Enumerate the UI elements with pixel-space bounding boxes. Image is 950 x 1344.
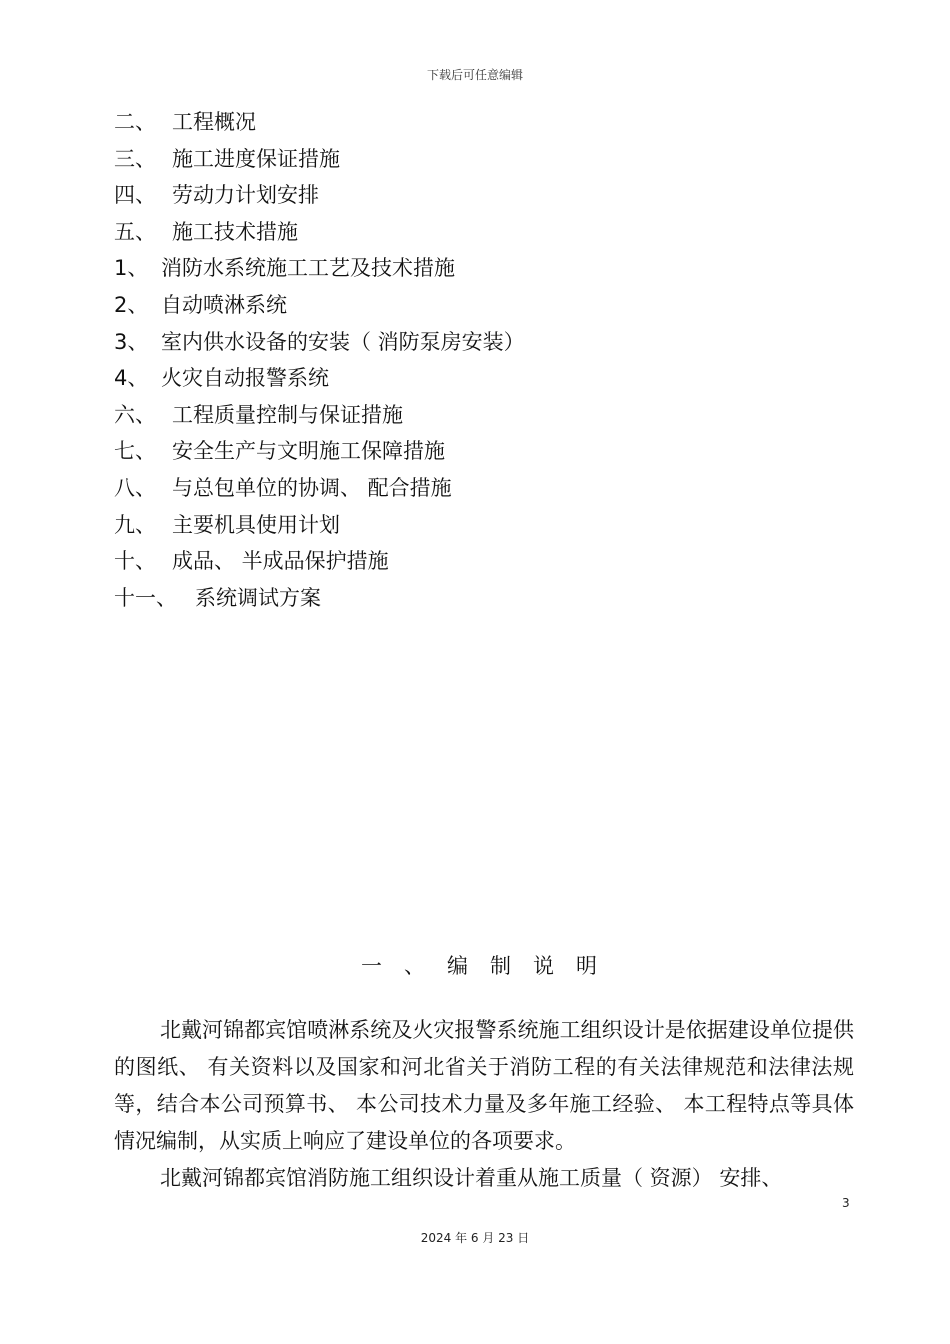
toc-item-label: 系统调试方案 <box>195 585 321 610</box>
toc-item-number: 十、 <box>114 549 156 574</box>
toc-item <box>114 470 525 507</box>
toc-item-label: 施工进度保证措施 <box>172 146 340 171</box>
toc-item-label: 工程概况 <box>172 110 256 134</box>
toc-item-number: 九、 <box>114 512 156 537</box>
toc-item <box>114 250 525 287</box>
section-heading: 一、编制说明 <box>361 954 619 978</box>
toc-item-label: 室内供水设备的安装（ 消防泵房安装） <box>161 329 525 354</box>
footer-date: 2024 年 6 月 23 日 <box>420 1231 530 1245</box>
paragraph: 北戴河锦都宾馆消防施工组织设计着重从施工质量（ 资源） 安排、 <box>160 1166 783 1190</box>
toc-item <box>114 214 525 251</box>
toc-item-label: 与总包单位的协调、 配合措施 <box>172 475 452 500</box>
toc-item-number: 4、 <box>114 366 149 391</box>
toc-item-label: 劳动力计划安排 <box>172 183 319 208</box>
table-of-contents <box>114 104 525 616</box>
toc-item-number: 2、 <box>114 292 149 317</box>
toc-item <box>114 543 525 580</box>
toc-item-number: 十一、 <box>114 585 177 610</box>
toc-item-number: 八、 <box>114 475 156 500</box>
body-text <box>114 1012 854 1197</box>
toc-item-number: 六、 <box>114 402 156 427</box>
toc-item-number: 三、 <box>114 146 156 171</box>
toc-item-label: 安全生产与文明施工保障措施 <box>172 439 445 464</box>
toc-item-number: 五、 <box>114 219 156 244</box>
toc-item-number: 二、 <box>114 110 156 134</box>
toc-item-label: 主要机具使用计划 <box>172 512 340 537</box>
toc-item-label: 成品、 半成品保护措施 <box>172 549 389 574</box>
toc-item <box>114 507 525 544</box>
toc-item-label: 施工技术措施 <box>172 219 298 244</box>
toc-item-number: 七、 <box>114 439 156 464</box>
toc-item <box>114 433 525 470</box>
toc-item-number: 四、 <box>114 183 156 208</box>
page-header: 下载后可任意编辑 <box>426 68 523 82</box>
toc-item-number: 3、 <box>114 329 149 354</box>
toc-item <box>114 287 525 324</box>
toc-item <box>114 104 525 141</box>
toc-item <box>114 360 525 397</box>
toc-item-label: 自动喷淋系统 <box>161 292 287 317</box>
toc-item <box>114 141 525 178</box>
toc-item-number: 1、 <box>114 256 149 281</box>
toc-item-label: 工程质量控制与保证措施 <box>172 402 403 427</box>
toc-item-label: 消防水系统施工工艺及技术措施 <box>161 256 455 281</box>
paragraph: 北戴河锦都宾馆喷淋系统及火灾报警系统施工组织设计是依据建设单位提供的图纸、 有关资料以及国家和河北省关于消防工程的有关法律规范和法律法规等，结合本公司预算书、 本公司技术力量及多年施工经验、 本工程特点等具体情况编制，从实质上响应了建设单位的各项要求。 <box>114 1018 854 1153</box>
page-number: 3 <box>842 1196 850 1210</box>
toc-item <box>114 580 525 617</box>
toc-item <box>114 177 525 214</box>
toc-item-label: 火灾自动报警系统 <box>161 366 329 391</box>
toc-item <box>114 397 525 434</box>
toc-item <box>114 324 525 361</box>
